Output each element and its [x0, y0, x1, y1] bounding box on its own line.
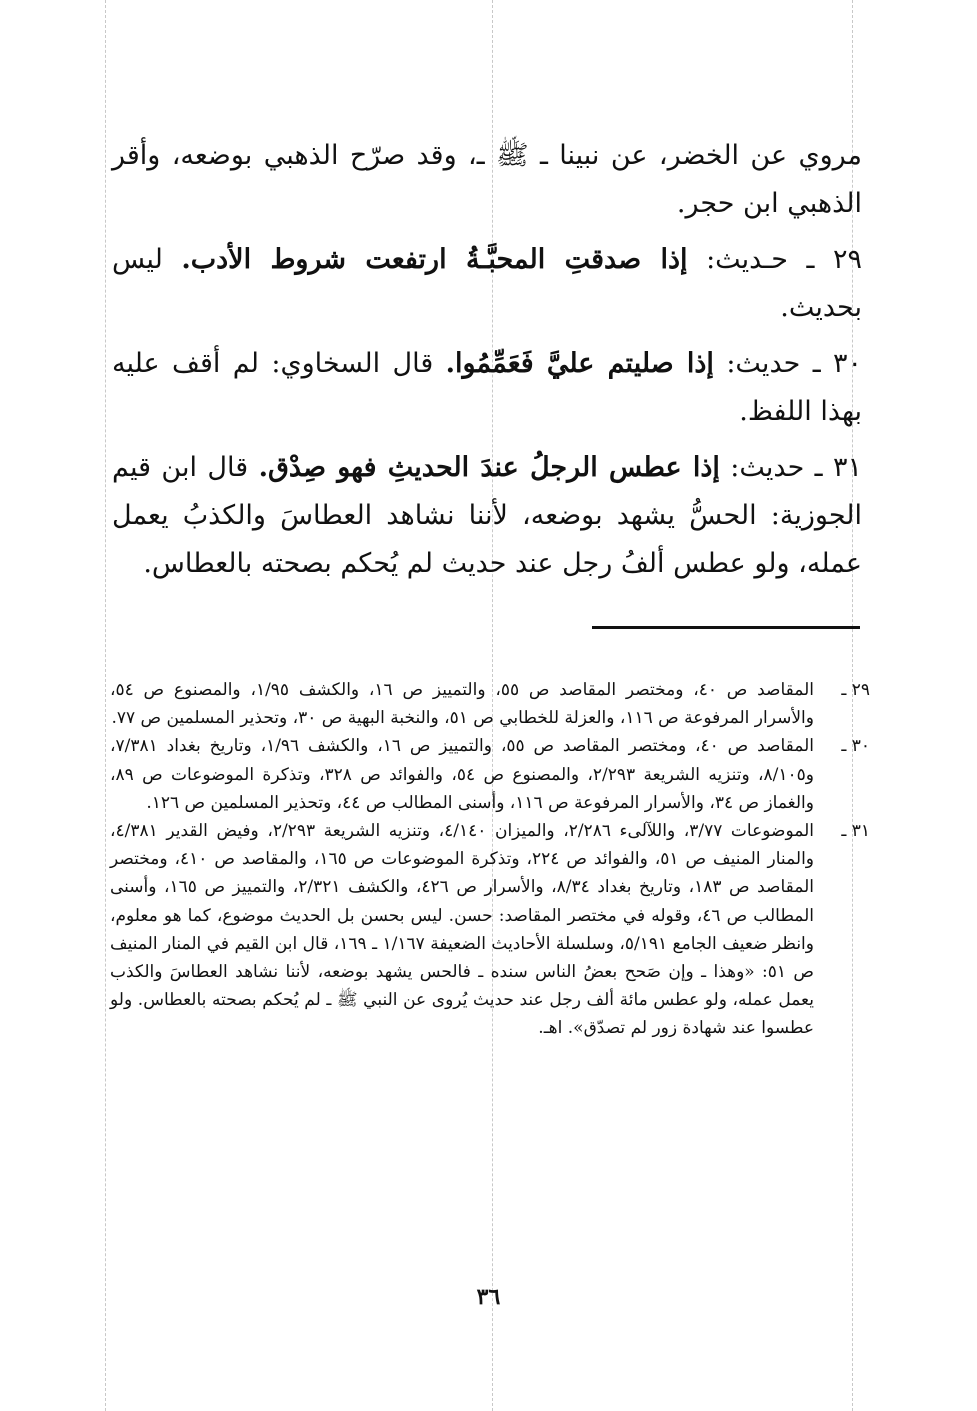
entry-28-text: مروي عن الخضر، عن نبينا ـ ﷺ ـ، وقد صرّح الذهبي بوضعه، وأقر الذهبي ابن حجر.	[112, 140, 862, 219]
footnote-31-text: الموضوعات ٣/٧٧، واللآلىء ٢/٢٨٦، والميزان ٤/١٤٠، وتنزيه الشريعة ٢/٢٩٣، وفيض القدير ٤/٣٨١، والمنار المنيف ص ٥١، والفوائد ص ٢٢٤، وتذكرة الموضوعات ص ١٦٥، والمقاصد ص ٤١٠، ومختصر المقاصد ص ١٨٣، وتاريخ بغداد ٨/٣٤، والأسرار ص ٤٢٦، والكشف ٢/٣٢١، والتمييز ص ١٦٥، وأسنى المطالب ص ٤٦، وقوله في مختصر المقاصد: حسن. ليس بحسن بل الحديث موضوع، كما هو معلوم، وانظر ضعيف الجامع ٥/١٩١، وسلسلة الأحاديث الضعيفة ١/١٦٧ ـ ١٦٩، قال ابن القيم في المنار المنيف ص ٥١: «وهذا ـ وإن صَحح بعضُ الناس سنده ـ فالحس يشهد بوضعه، لأننا نشاهد العطاسَ والكذب يعمل عمله، ولو عطس مائة ألف رجل عند حديث يُروى عن النبي ﷺ ـ لم يُحكم بصحته بالعطاس. ولو عطسوا عند شهادة زور لم تصدّق». اهـ.	[110, 821, 815, 1039]
scan-fold-line-left	[105, 0, 106, 1411]
footnote-31-number: ٣١ ـ	[841, 821, 870, 842]
footnote-29	[110, 676, 870, 732]
footnote-30-number: ٣٠ ـ	[841, 736, 870, 757]
entry-31-hadith: إذا عطس الرجلُ عندَ الحديثِ فهو صِدْق.	[258, 452, 720, 483]
entry-29-comment: ليس بحديث.	[112, 244, 862, 323]
page-number: ٣٦	[476, 1284, 501, 1310]
main-text	[112, 132, 862, 596]
entry-30-comment: قال السخاوي: لم أقف عليه بهذا اللفظ.	[112, 348, 862, 427]
footnote-30	[110, 732, 870, 817]
entry-29	[112, 236, 862, 332]
entry-29-hadith: إذا صدقتِ المحبَّـةُ ارتفعت شروط الأدب.	[181, 244, 688, 275]
entry-30-number: ٣٠ ـ حديث:	[726, 348, 862, 379]
footnote-30-text: المقاصد ص ٤٠، ومختصر المقاصد ص ٥٥، والتمييز ص ١٦، والكشف ١/٩٦، وتاريخ بغداد ٧/٣٨١، و٨/١٠٥، وتنزيه الشريعة ٢/٢٩٣، والمصنوع ص ٥٤، والفوائد ص ٣٢٨، وتذكرة الموضوعات ص ٨٩، والغماز ص ٣٤، والأسرار المرفوعة ص ١١٦، وأسنى المطالب ص ٤٤، وتحذير المسلمين ص ١٢٦.	[110, 736, 814, 813]
entry-30-hadith: إذا صليتم عليَّ فَعَمِّمُوا.	[445, 348, 714, 379]
footnote-31	[110, 817, 870, 1043]
entry-28-continuation	[112, 132, 862, 228]
footnote-separator	[592, 626, 860, 629]
footnotes	[110, 676, 870, 1043]
entry-31	[112, 444, 862, 588]
footnote-29-text: المقاصد ص ٤٠، ومختصر المقاصد ص ٥٥، والتمييز ص ١٦، والكشف ١/٩٥، والمصنوع ص ٥٤، والأسرار المرفوعة ص ١١٦، والعزلة للخطابي ص ٥١، والنخبة البهية ص ٣٠، وتحذير المسلمين ص ٧٧.	[110, 680, 814, 729]
entry-31-number: ٣١ ـ حديث:	[730, 452, 862, 483]
entry-31-comment: قال ابن قيم الجوزية: الحسُّ يشهد بوضعه، لأننا نشاهد العطاسَ والكذبُ يعمل عمله، ولو عطس ألفُ رجل عند حديث لم يُحكم بصحته بالعطاس.	[112, 452, 862, 579]
footnote-29-number: ٢٩ ـ	[841, 680, 870, 700]
entry-29-number: ٢٩ ـ حـديث:	[706, 244, 862, 275]
entry-30	[112, 340, 862, 436]
